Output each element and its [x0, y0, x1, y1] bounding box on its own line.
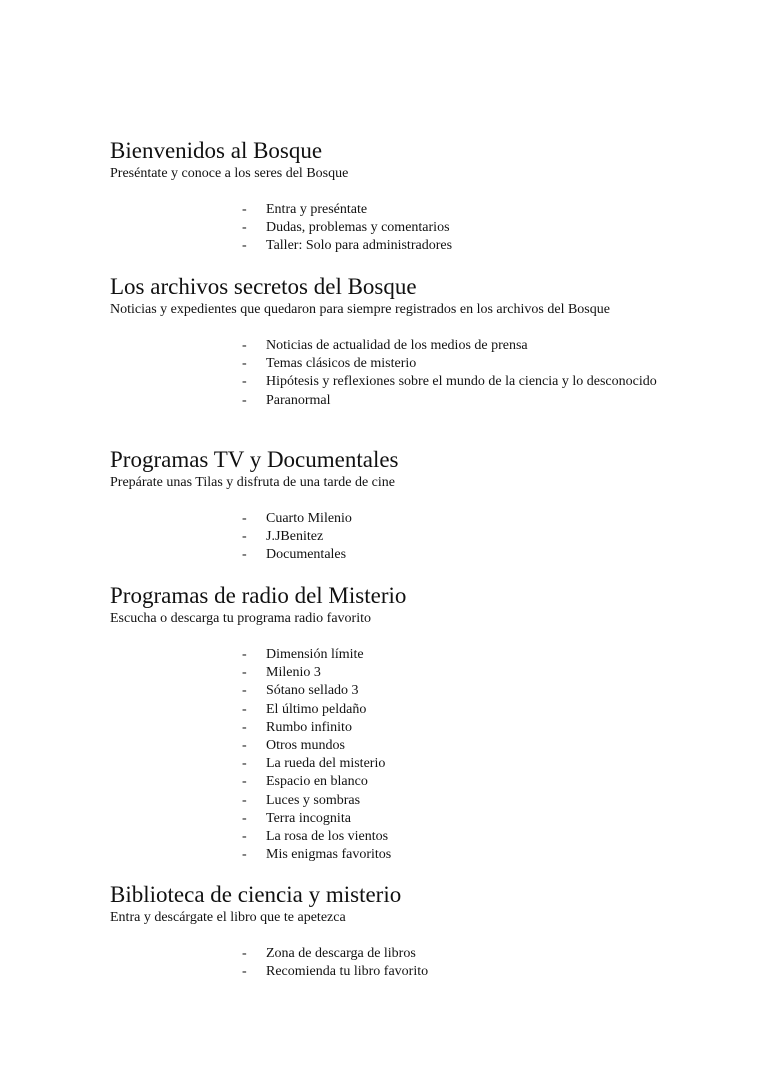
section-title: Programas TV y Documentales — [110, 447, 399, 472]
list-item-text: Entra y preséntate — [266, 202, 368, 217]
list-item-text: Mis enigmas favoritos — [266, 847, 392, 863]
dash: - — [242, 356, 247, 372]
list-item-text: Noticias de actualidad de los medios de prensa — [266, 338, 528, 353]
dash: - — [242, 774, 247, 790]
dash: - — [242, 220, 247, 236]
section-title: Los archivos secretos del Bosque — [110, 274, 417, 299]
dash: - — [242, 737, 247, 753]
dash: - — [242, 847, 247, 863]
list-item-text: Documentales — [266, 547, 347, 563]
list-item — [110, 237, 750, 255]
list-item-text: Hipótesis y reflexiones sobre el mundo de la ciencia y lo desconocido — [266, 374, 657, 390]
dash: - — [242, 964, 247, 980]
list-item-text: La rosa de los vientos — [266, 828, 389, 844]
dash: - — [242, 810, 247, 826]
section-biblioteca — [110, 881, 750, 981]
list-item — [110, 373, 750, 391]
list-item-text: Taller: Solo para administradores — [266, 238, 453, 254]
dash: - — [242, 946, 247, 961]
list-item — [110, 219, 750, 237]
dash: - — [242, 719, 247, 735]
list-item — [110, 828, 750, 846]
item-list — [110, 510, 750, 565]
dash: - — [242, 701, 247, 717]
list-item — [110, 755, 750, 773]
list-item-text: Temas clásicos de misterio — [266, 356, 417, 372]
dash: - — [242, 792, 247, 808]
list-item — [110, 792, 750, 810]
list-item — [110, 737, 750, 755]
list-item-text: Dimensión límite — [266, 647, 364, 662]
list-item — [110, 337, 750, 355]
list-item — [110, 719, 750, 737]
list-item-text: Sótano sellado 3 — [266, 683, 359, 699]
section-programas-tv — [110, 446, 750, 565]
list-item — [110, 546, 750, 564]
list-item-text: Zona de descarga de libros — [266, 946, 416, 961]
list-item-text: Luces y sombras — [266, 792, 361, 808]
list-item-text: Otros mundos — [266, 737, 345, 753]
section-title: Programas de radio del Misterio — [110, 583, 407, 608]
list-item — [110, 664, 750, 682]
section-subtitle: Noticias y expedientes que quedaron para siempre registrados en los archivos del Bosque — [110, 302, 610, 317]
list-item — [110, 810, 750, 828]
list-item-text: La rueda del misterio — [266, 756, 386, 772]
list-item-text: Milenio 3 — [266, 665, 321, 681]
list-item — [110, 510, 750, 528]
dash: - — [242, 529, 247, 545]
list-item-text: Paranormal — [266, 392, 331, 408]
list-item-text: Rumbo infinito — [266, 719, 352, 735]
dash: - — [242, 547, 247, 563]
list-item — [110, 646, 750, 664]
list-item-text: Recomienda tu libro favorito — [266, 964, 429, 980]
list-item — [110, 392, 750, 410]
list-item — [110, 945, 750, 963]
list-item — [110, 846, 750, 864]
list-item-text: El último peldaño — [266, 701, 367, 717]
list-item-text: J.JBenitez — [266, 529, 324, 545]
list-item-text: Espacio en blanco — [266, 774, 368, 790]
list-item — [110, 528, 750, 546]
section-title: Bienvenidos al Bosque — [110, 138, 323, 163]
section-subtitle: Escucha o descarga tu programa radio favorito — [110, 611, 371, 626]
dash: - — [242, 238, 247, 254]
dash: - — [242, 511, 247, 526]
list-item-text: Dudas, problemas y comentarios — [266, 220, 450, 236]
item-list — [110, 337, 750, 410]
list-item — [110, 701, 750, 719]
item-list — [110, 646, 750, 864]
section-archivos — [110, 273, 750, 410]
list-item-text: Cuarto Milenio — [266, 511, 352, 526]
item-list — [110, 945, 750, 981]
list-item — [110, 682, 750, 700]
section-subtitle: Prepárate unas Tilas y disfruta de una tarde de cine — [110, 475, 395, 490]
list-item — [110, 773, 750, 791]
section-radio — [110, 582, 750, 864]
dash: - — [242, 202, 247, 217]
list-item — [110, 201, 750, 219]
dash: - — [242, 665, 247, 681]
list-item-text: Terra incognita — [266, 810, 351, 826]
section-bienvenidos — [110, 137, 750, 256]
list-item — [110, 963, 750, 981]
section-title: Biblioteca de ciencia y misterio — [110, 882, 402, 907]
dash: - — [242, 374, 247, 390]
dash: - — [242, 683, 247, 699]
section-subtitle: Preséntate y conoce a los seres del Bosque — [110, 166, 349, 181]
dash: - — [242, 828, 247, 844]
dash: - — [242, 756, 247, 772]
item-list — [110, 201, 750, 256]
dash: - — [242, 647, 247, 662]
dash: - — [242, 392, 247, 408]
list-item — [110, 355, 750, 373]
section-subtitle: Entra y descárgate el libro que te apetezca — [110, 910, 346, 925]
dash: - — [242, 338, 247, 353]
